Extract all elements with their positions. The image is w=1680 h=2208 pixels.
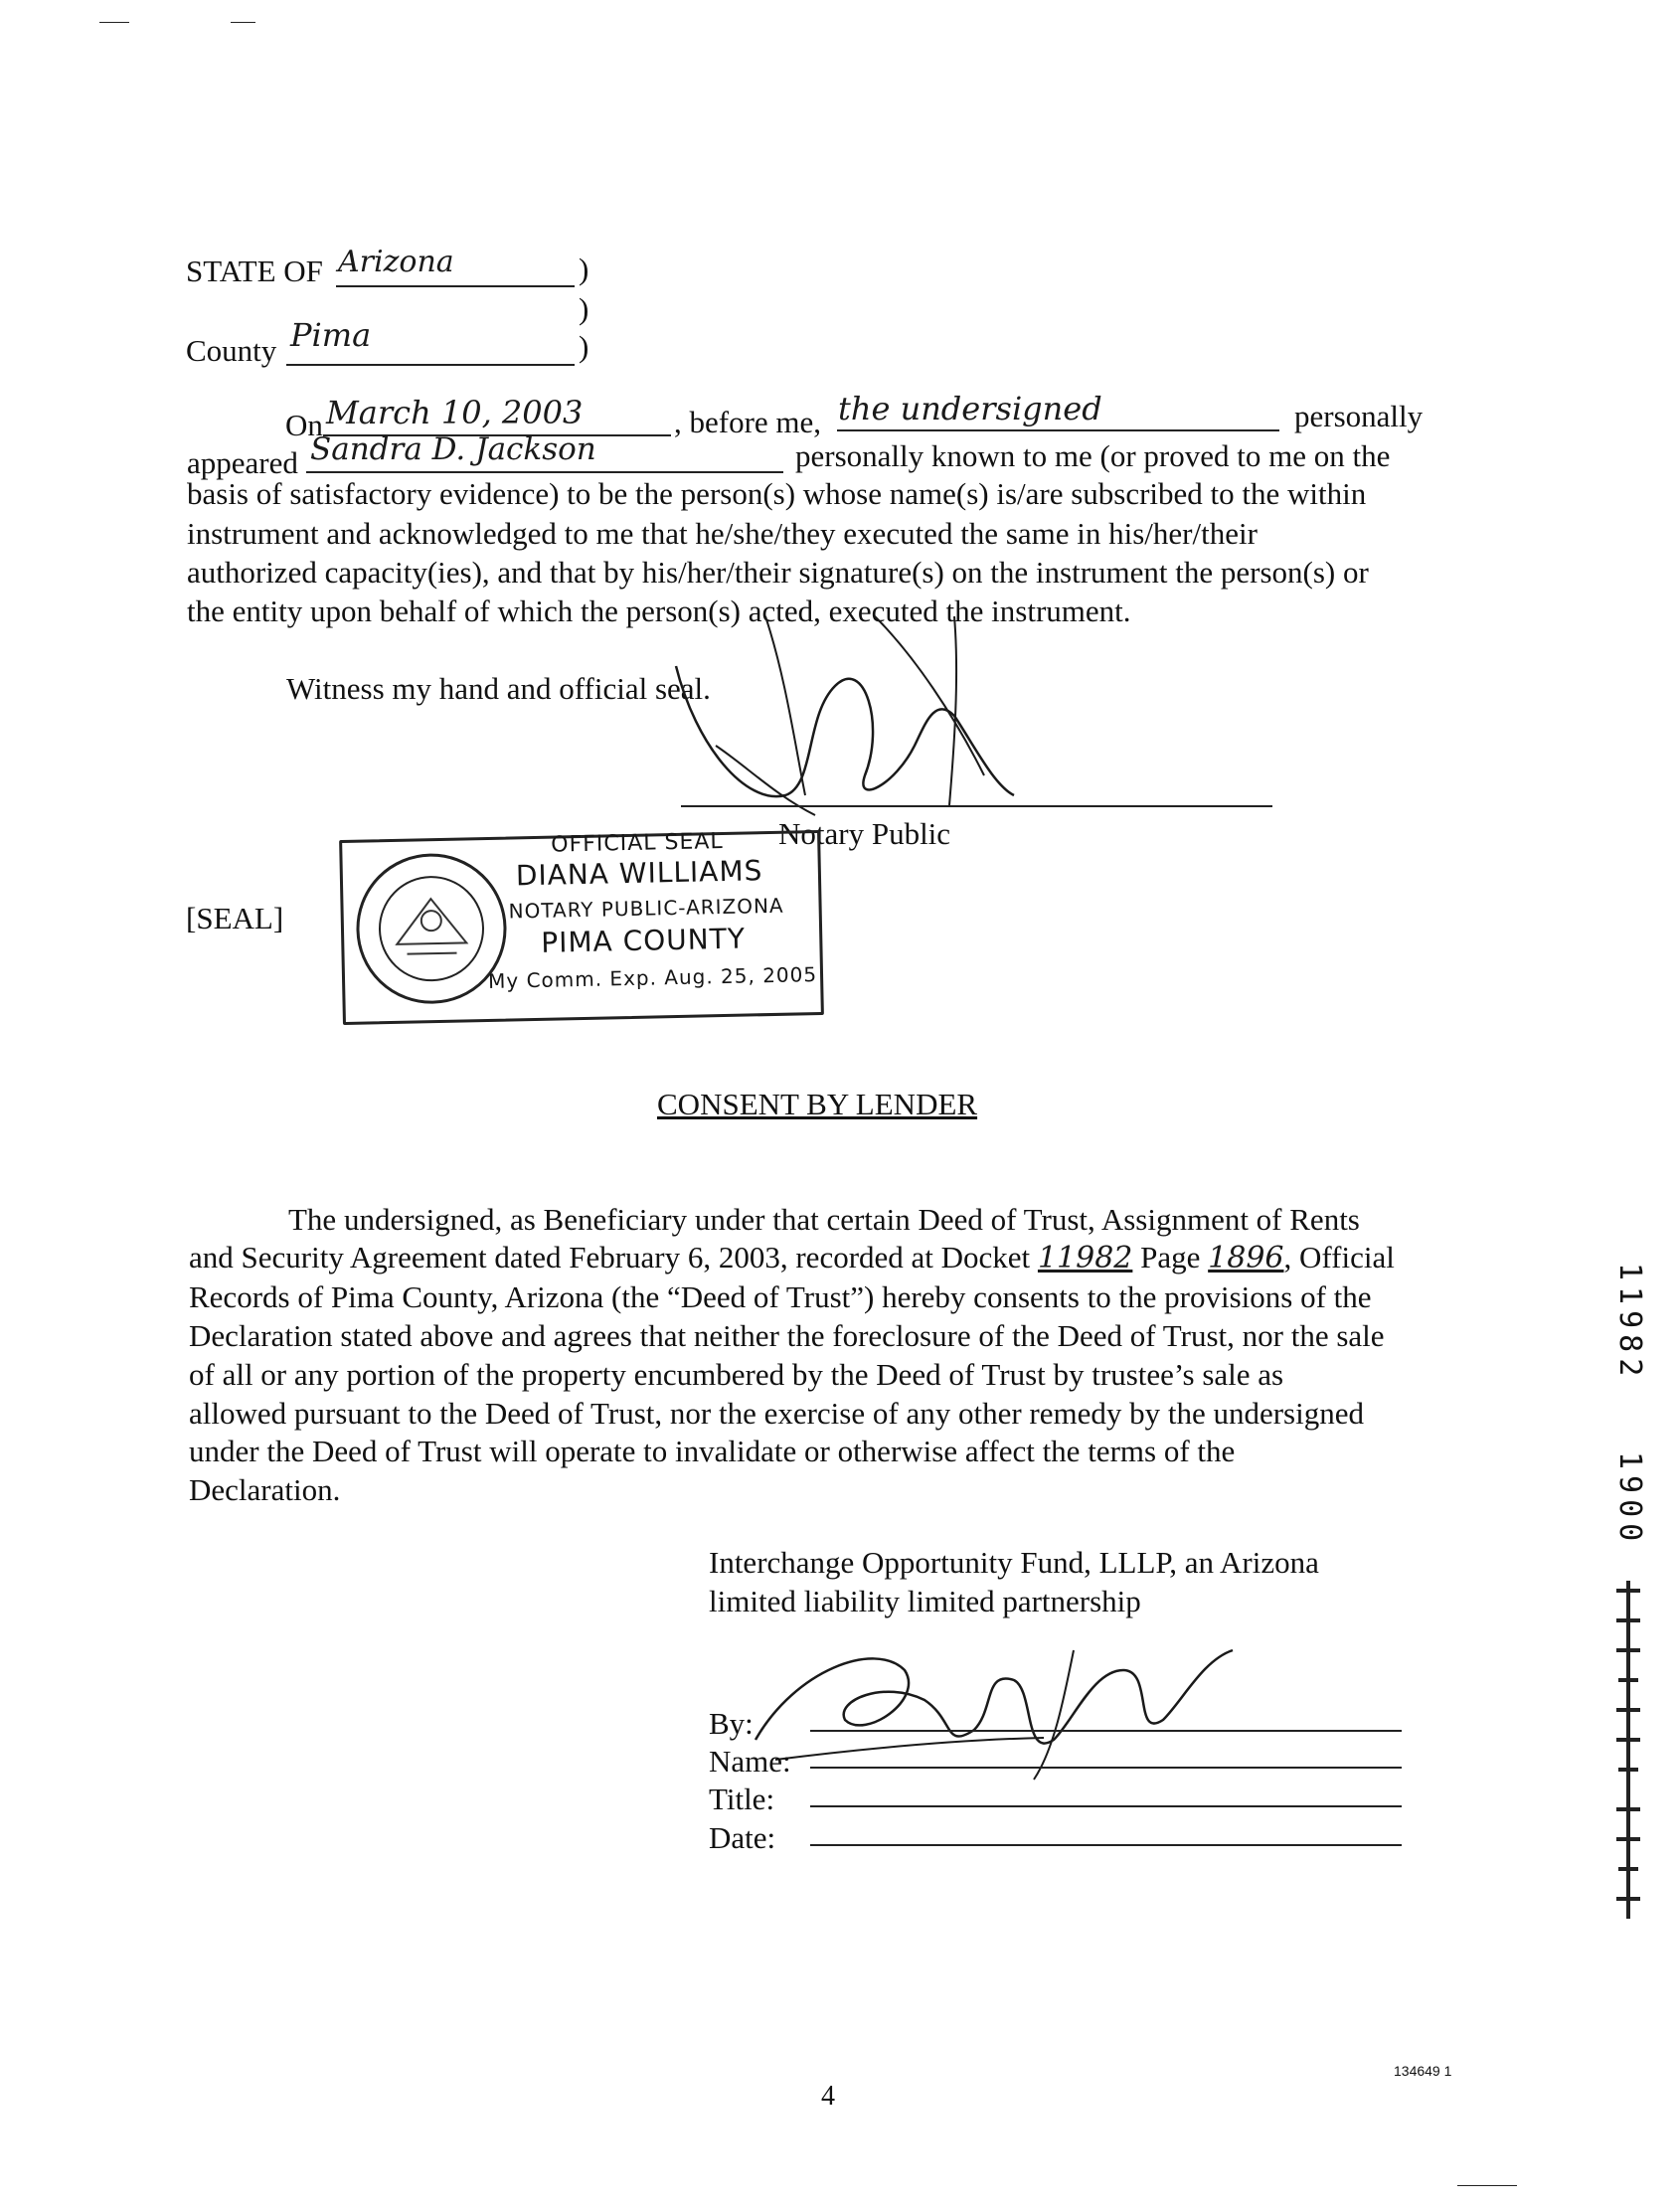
paren-1: )	[579, 252, 589, 286]
page-number: 4	[821, 2081, 835, 2112]
personally-known: personally known to me (or proved to me on the	[795, 438, 1391, 473]
margin-stamp-bottom: 1900	[1612, 1451, 1647, 1548]
ack-line-3: authorized capacity(ies), and that by his/her/their signature(s) on the instrument the person(s) or	[187, 555, 1369, 590]
consent-line-4: Declaration stated above and agrees that neither the foreclosure of the Deed of Trust, nor the sale	[189, 1318, 1385, 1353]
consent-line-3: Records of Pima County, Arizona (the “Deed of Trust”) hereby consents to the provisions of the	[189, 1279, 1372, 1314]
consent-line-2	[189, 1239, 1395, 1277]
personally: personally	[1294, 399, 1424, 433]
docket-handwritten: 11982	[1037, 1241, 1133, 1275]
ack-line-2: instrument and acknowledged to me that he/she/they executed the same in his/her/their	[187, 516, 1258, 551]
notary-signature-line	[681, 805, 1272, 807]
state-underline	[336, 285, 575, 287]
paren-3: )	[579, 329, 589, 364]
stamp-line-1: OFFICIAL SEAL	[550, 828, 724, 858]
name-line	[810, 1767, 1402, 1769]
ack-line-1: basis of satisfactory evidence) to be the person(s) whose name(s) is/are subscribed to the within	[187, 476, 1367, 511]
stamp-line-2: DIANA WILLIAMS	[515, 854, 763, 893]
date-label: Date:	[709, 1820, 776, 1855]
scan-mark	[231, 22, 255, 23]
before-me: , before me,	[674, 405, 822, 439]
title-label: Title:	[709, 1782, 775, 1816]
seal-label: [SEAL]	[186, 901, 284, 935]
on-label: On	[285, 408, 323, 442]
county-label: County	[186, 333, 277, 368]
consent-heading: CONSENT BY LENDER	[657, 1087, 978, 1121]
title-line	[810, 1805, 1402, 1807]
appeared-underline	[306, 471, 783, 473]
date-line	[810, 1844, 1402, 1846]
scan-mark	[1457, 2185, 1517, 2186]
witness-line: Witness my hand and official seal.	[286, 671, 711, 706]
by-line	[810, 1730, 1402, 1732]
consent-line-5: of all or any portion of the property encumbered by the Deed of Trust by trustee’s sale as	[189, 1357, 1284, 1392]
stamp-line-5: My Comm. Exp. Aug. 25, 2005	[487, 962, 818, 993]
scan-mark	[99, 22, 129, 23]
consent-line-1: The undersigned, as Beneficiary under that certain Deed of Trust, Assignment of Rents	[288, 1202, 1360, 1237]
margin-stamp-top: 11982	[1612, 1263, 1647, 1383]
notary-signature	[656, 596, 1034, 845]
official-label: , Official	[1283, 1240, 1395, 1274]
date-handwritten: March 10, 2003	[326, 394, 584, 431]
lender-signature	[736, 1630, 1253, 1789]
consent-line-2-text: and Security Agreement dated February 6, 2003, recorded at Docket	[189, 1240, 1031, 1274]
paren-2: )	[579, 291, 589, 326]
notary-public-label: Notary Public	[778, 816, 951, 851]
county-underline	[286, 364, 575, 366]
appeared-handwritten: Sandra D. Jackson	[310, 431, 596, 467]
consent-line-6: allowed pursuant to the Deed of Trust, nor the exercise of any other remedy by the undersigned	[189, 1396, 1364, 1431]
state-handwritten: Arizona	[338, 245, 454, 279]
stamp-line-3: NOTARY PUBLIC-ARIZONA	[508, 893, 784, 924]
entity-line-1: Interchange Opportunity Fund, LLLP, an Arizona	[709, 1545, 1319, 1580]
consent-line-8: Declaration.	[189, 1472, 341, 1507]
before-underline	[837, 429, 1279, 431]
county-handwritten: Pima	[290, 316, 372, 354]
before-handwritten: the undersigned	[838, 390, 1102, 427]
entity-line-2: limited liability limited partnership	[709, 1584, 1141, 1618]
stamp-line-4: PIMA COUNTY	[540, 922, 747, 959]
document-id: 134649 1	[1394, 2063, 1452, 2079]
by-label: By:	[709, 1706, 754, 1741]
state-label: STATE OF	[186, 254, 323, 288]
margin-barcode-ticks	[1612, 1581, 1644, 1919]
page-label: Page	[1140, 1240, 1201, 1274]
notary-stamp	[339, 830, 824, 1025]
name-label: Name:	[709, 1744, 791, 1779]
page-handwritten: 1896	[1208, 1241, 1284, 1275]
consent-line-7: under the Deed of Trust will operate to invalidate or otherwise affect the terms of the	[189, 1434, 1236, 1468]
appeared-label: appeared	[187, 445, 298, 480]
ack-line-4: the entity upon behalf of which the person(s) acted, executed the instrument.	[187, 594, 1131, 628]
